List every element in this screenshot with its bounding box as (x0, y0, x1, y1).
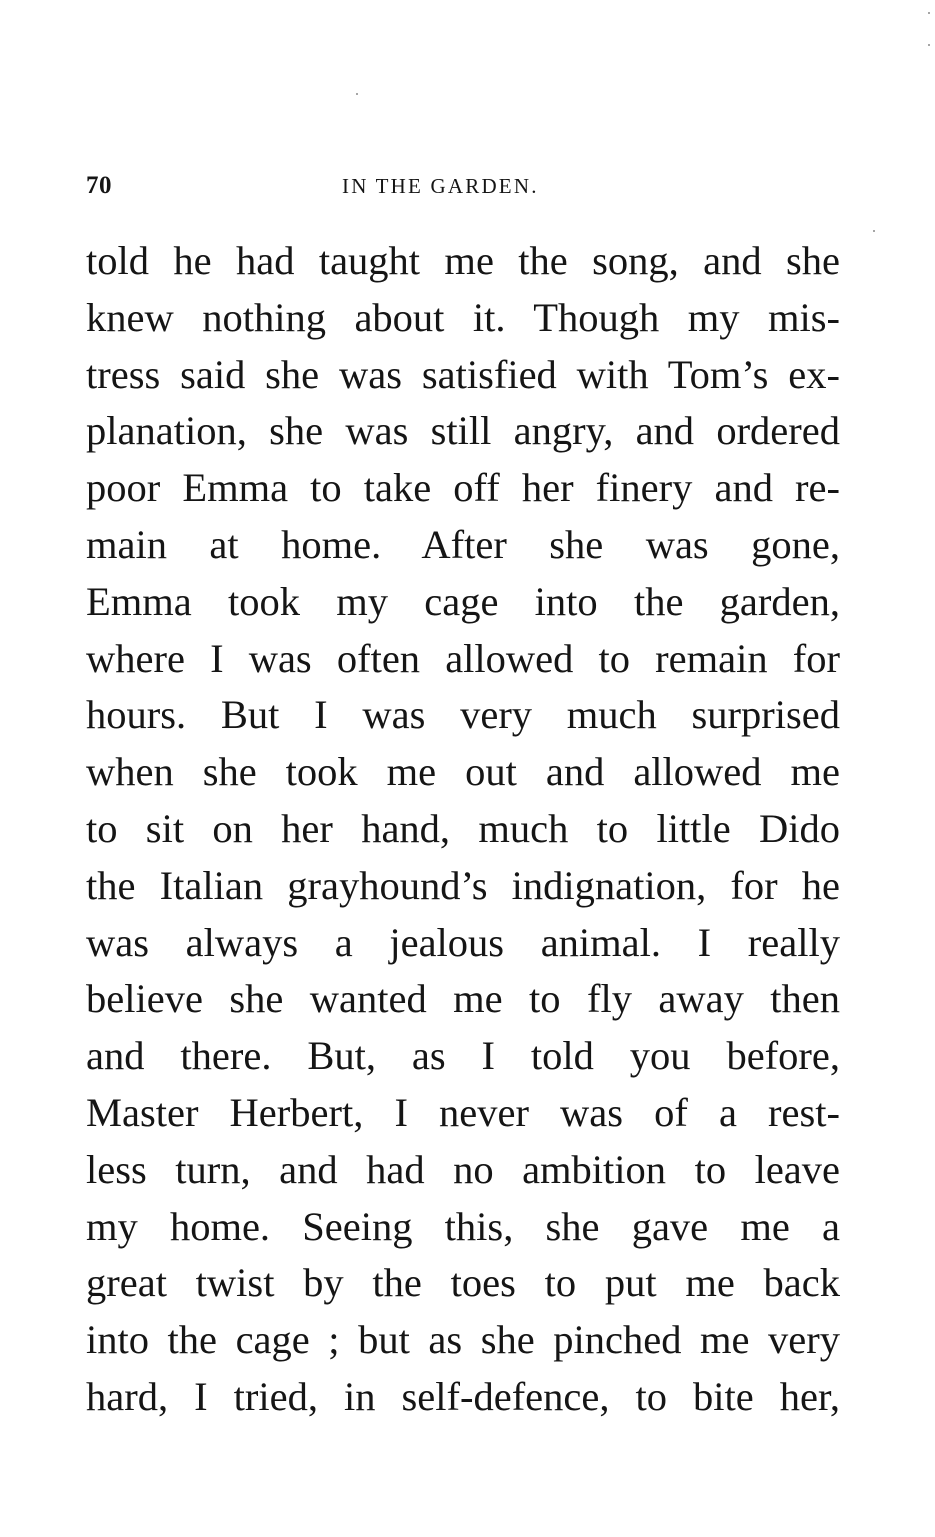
text-line: main at home. After she was gone, (86, 521, 840, 567)
text-line: the Italian grayhound’s indignation, for he (86, 862, 840, 908)
text-line: hard, I tried, in self-defence, to bite her, (86, 1373, 840, 1419)
text-line: to sit on her hand, much to little Dido (86, 805, 840, 851)
text-line: and there. But, as I told you before, (86, 1033, 840, 1079)
text-line: my home. Seeing this, she gave me a (86, 1203, 840, 1249)
text-line: tress said she was satisfied with Tom’s ex- (86, 351, 840, 397)
text-line: where I was often allowed to remain for (86, 635, 840, 681)
text-line: into the cage ; but as she pinched me very (86, 1317, 840, 1363)
text-line: Master Herbert, I never was of a rest- (86, 1089, 840, 1135)
running-title: IN THE GARDEN. (342, 174, 539, 198)
text-line: great twist by the toes to put me back (86, 1260, 840, 1306)
text-line: knew nothing about it. Though my mis- (86, 294, 840, 340)
text-line: poor Emma to take off her finery and re- (86, 465, 840, 511)
text-line: Emma took my cage into the garden, (86, 578, 840, 624)
print-speck (928, 44, 930, 46)
print-speck (873, 230, 875, 232)
page-number: 70 (86, 172, 112, 199)
print-speck (356, 93, 358, 95)
text-line: told he had taught me the song, and she (86, 238, 840, 283)
text-line: was always a jealous animal. I really (86, 919, 840, 965)
text-line: believe she wanted me to fly away then (86, 976, 840, 1022)
text-line: planation, she was still angry, and ordered (86, 408, 840, 454)
text-line: hours. But I was very much surprised (86, 692, 840, 738)
running-head (86, 172, 840, 202)
print-speck (928, 12, 930, 14)
text-line: when she took me out and allowed me (86, 749, 840, 795)
body-text (86, 238, 840, 1431)
text-line: less turn, and had no ambition to leave (86, 1146, 840, 1192)
